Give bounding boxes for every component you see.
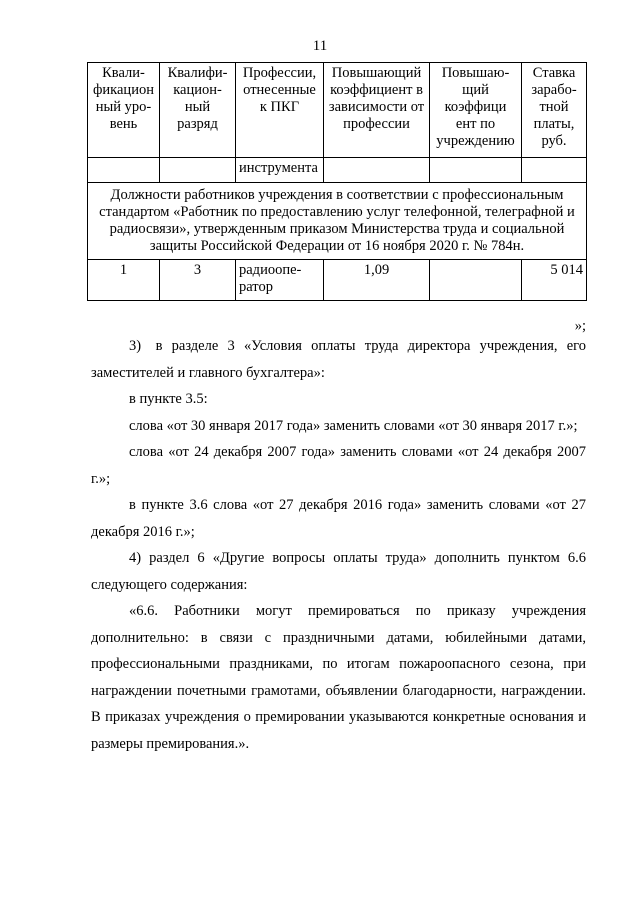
table-cell: 5 014 [522,260,587,301]
table-cell [430,260,522,301]
table-cell [324,158,430,183]
amendment-text [91,333,586,757]
pay-rate-table [87,62,587,301]
table-row [88,158,587,183]
table-cell [88,158,160,183]
page-number: 11 [312,38,328,54]
table-cell [522,158,587,183]
header-qualification-grade: Квалифи-кацион-ный разряд [160,63,236,158]
paragraph: слова «от 24 декабря 2007 года» заменить словами «от 24 декабря 2007 г.»; [91,444,586,487]
header-profession-coefficient: Повышающий коэффициент в зависимости от профессии [324,63,430,158]
table-cell: радиоопе-ратор [236,260,324,301]
paragraph: в пункте 3.6 слова «от 27 декабря 2016 года» заменить словами «от 27 декабря 2016 г.»; [91,497,586,540]
header-professions: Профессии, отнесенные к ПКГ [236,63,324,158]
header-qualification-level: Квали-фикацион ный уро-вень [88,63,160,158]
table-cell [160,158,236,183]
table-cell: 3 [160,260,236,301]
table-cell: 1 [88,260,160,301]
section-heading: Должности работников учреждения в соответствии с профессиональным стандартом «Работник по предоставлению услуг телефонной, телеграфной и радиосвязи», утвержденным приказом Министерства труда и социальной защиты Российской Федерации от 16 ноября 2020 г. № 784н. [88,183,587,260]
header-wage-rate: Ставка зарабо-тной платы, руб. [522,63,587,158]
closing-quote: »; [574,318,586,334]
table-row [88,260,587,301]
table-cell: инструмента [236,158,324,183]
paragraph: в пункте 3.5: [129,391,208,407]
paragraph: 3) в разделе 3 «Условия оплаты труда директора учреждения, его заместителей и главного бухгалтера»: [91,338,586,381]
table-cell: 1,09 [324,260,430,301]
paragraph: «6.6. Работники могут премироваться по приказу учреждения дополнительно: в связи с праздничными датами, юбилейными датами, профессиональными праздниками, по итогам пожароопасного сезона, при награждении почетными грамотами, объявлении благодарности, награждении. В приказах учреждения о премировании указываются конкретные основания и размеры премирования.». [91,603,586,752]
table-section-row [88,183,587,260]
header-institution-coefficient: Повышаю-щий коэффици ент по учреждению [430,63,522,158]
paragraph: 4) раздел 6 «Другие вопросы оплаты труда» дополнить пунктом 6.6 следующего содержания: [91,550,586,593]
table-header-row [88,63,587,158]
paragraph: слова «от 30 января 2017 года» заменить словами «от 30 января 2017 г.»; [129,417,578,434]
table-cell [430,158,522,183]
